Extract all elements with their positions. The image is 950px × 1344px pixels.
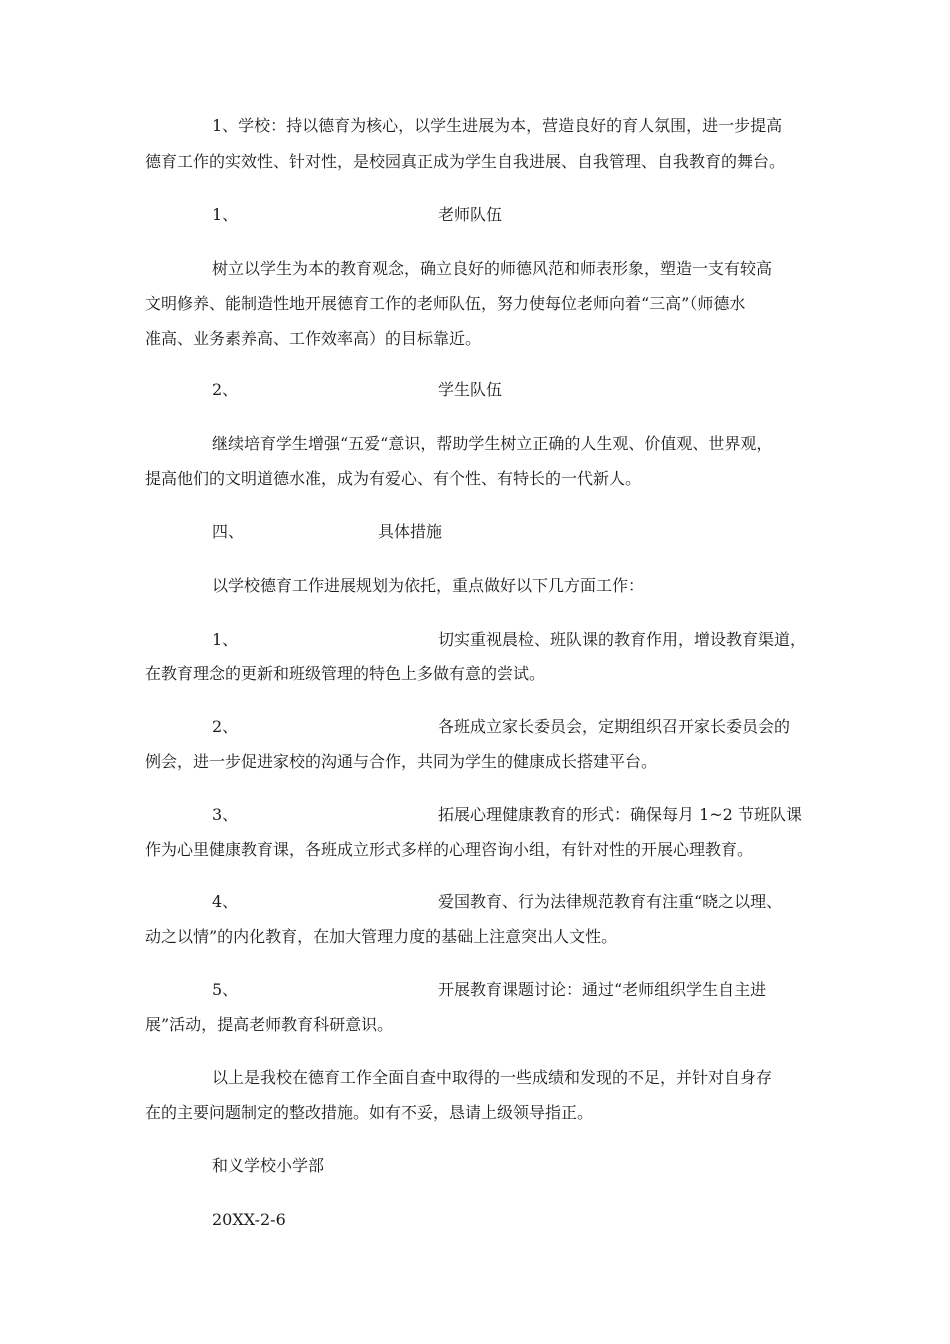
section-number: 1、 — [212, 205, 239, 224]
item-number: 5、 — [212, 980, 239, 999]
paragraph-line: 拓展心理健康教育的形式：确保每月 1~2 节班队课 — [438, 805, 802, 824]
section-heading: 老师队伍 — [438, 205, 503, 224]
paragraph-line: 文明修养、能制造性地开展德育工作的老师队伍，努力使每位老师向着“三高”（师德水 — [145, 294, 746, 313]
paragraph-line: 展”活动，提高老师教育科研意识。 — [145, 1015, 394, 1034]
paragraph-line: 切实重视晨检、班队课的教育作用，增设教育渠道， — [438, 630, 807, 649]
item-number: 2、 — [212, 717, 239, 736]
item-number: 3、 — [212, 805, 239, 824]
section-heading: 具体措施 — [378, 522, 443, 541]
item-number: 4、 — [212, 892, 239, 911]
paragraph-line: 各班成立家长委员会，定期组织召开家长委员会的 — [438, 717, 791, 736]
paragraph-line: 爱国教育、行为法律规范教育有注重“晓之以理、 — [438, 892, 783, 911]
section-heading: 学生队伍 — [438, 380, 503, 399]
paragraph-line: 例会，进一步促进家校的沟通与合作，共同为学生的健康成长搭建平台。 — [145, 752, 658, 771]
paragraph-line: 树立以学生为本的教育观念，确立良好的师德风范和师表形象，塑造一支有较高 — [212, 259, 773, 278]
paragraph-line: 准高、业务素养高、工作效率高）的目标靠近。 — [145, 329, 482, 348]
paragraph-line: 1、学校：持以德育为核心，以学生进展为本，营造良好的育人氛围，进一步提高 — [212, 116, 783, 135]
paragraph-line: 在的主要问题制定的整改措施。如有不妥，恳请上级领导指正。 — [145, 1103, 594, 1122]
signature: 和义学校小学部 — [212, 1156, 325, 1175]
section-number: 四、 — [212, 522, 245, 541]
paragraph-line: 德育工作的实效性、针对性，是校园真正成为学生自我进展、自我管理、自我教育的舞台。 — [145, 152, 786, 171]
paragraph-line: 在教育理念的更新和班级管理的特色上多做有意的尝试。 — [145, 664, 546, 683]
paragraph-line: 动之以情”的内化教育，在加大管理力度的基础上注意突出人文性。 — [145, 927, 618, 946]
date: 20XX-2-6 — [212, 1210, 286, 1229]
paragraph-line: 作为心里健康教育课，各班成立形式多样的心理咨询小组，有针对性的开展心理教育。 — [145, 840, 754, 859]
paragraph-line: 提高他们的文明道德水准，成为有爱心、有个性、有特长的一代新人。 — [145, 469, 642, 488]
item-number: 1、 — [212, 630, 239, 649]
paragraph-line: 以上是我校在德育工作全面自查中取得的一些成绩和发现的不足，并针对自身存 — [212, 1068, 773, 1087]
paragraph-line: 开展教育课题讨论：通过“老师组织学生自主进 — [438, 980, 767, 999]
section-number: 2、 — [212, 380, 239, 399]
paragraph-line: 继续培育学生增强“五爱“意识，帮助学生树立正确的人生观、价值观、世界观， — [212, 434, 773, 453]
paragraph-line: 以学校德育工作进展规划为依托，重点做好以下几方面工作： — [212, 576, 645, 595]
